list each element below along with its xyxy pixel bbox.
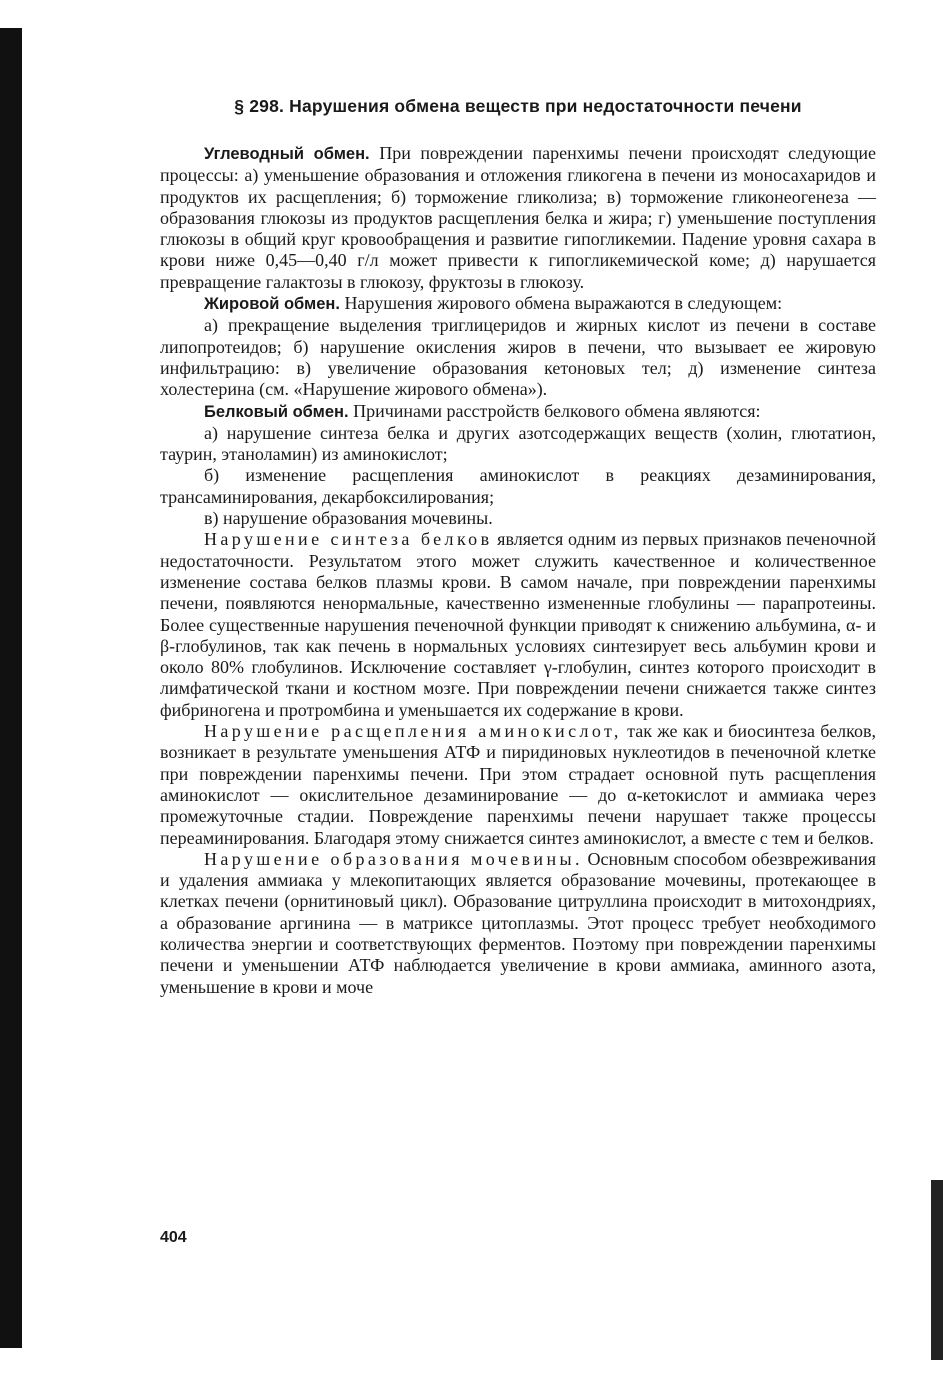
text-urea-formation: Основным способом обезвреживания и удаления аммиака у млекопитающих является образование мочевины, протекающее в клетках печени (орнитиновый цикл). Образование цитруллина происходит в митохондриях, а образование аргинина — в матриксе цитоплазмы. Этот процесс требует необходимого количества энергии и соответствующих ферментов. Поэтому при повреждении паренхимы печени и уменьшении АТФ наблюдается увеличение в крови аммиака, аминного азота, уменьшение в крови и моче <box>160 848 876 997</box>
paragraph-protein <box>160 401 876 423</box>
paragraph-carbohydrate <box>160 143 876 293</box>
text-fat: Нарушения жирового обмена выражаются в следующем: <box>339 293 783 314</box>
lead-fat: Жировой обмен. <box>204 295 340 314</box>
page-body <box>160 96 876 998</box>
section-heading: § 298. Нарушения обмена веществ при недостаточности печени <box>234 96 802 116</box>
paragraph-protein-synthesis <box>160 529 876 721</box>
text-protein: Причинами расстройств белкового обмена являются: <box>348 400 761 421</box>
list-item-protein-b: б) изменение расщепления аминокислот в реакциях дезаминирования, трансаминирования, декарбоксилирования; <box>160 465 876 507</box>
lead-carbohydrate: Углеводный обмен. <box>204 145 370 163</box>
text-carbohydrate: При повреждении паренхимы печени происходят следующие процессы: а) уменьшение образования и отложения гликогена в печени из моносахаридов и продуктов их расщепления; б) торможение гликолиза; в) торможение гликонеогенеза — образования глюкозы из продуктов расщепления белка и жира; г) уменьшение поступления глюкозы в общий круг кровообращения и развитие гипогликемии. Падение уровня сахара в крови ниже 0,45—0,40 г/л может привести к гипогликемической коме; д) нарушается превращение галактозы в глюкозу, фруктозы в глюкозу. <box>160 143 876 292</box>
page-number: 404 <box>160 1229 187 1246</box>
paragraph-urea-formation <box>160 849 876 998</box>
text-amino-acid-breakdown: так же как и биосинтеза белков, возникает в результате уменьшения АТФ и пиридиновых нуклеотидов в печеночной клетке при повреждении паренхимы печени. При этом страдает основной путь расщепления аминокислот — окислительное дезаминирование — до α-кетокислот и аммиака через промежуточные стадии. Повреждение паренхимы печени нарушает также процессы переаминирования. Благодаря этому снижается синтез аминокислот, а вместе с тем и белков. <box>160 721 876 848</box>
paragraph-fat <box>160 293 876 315</box>
text-protein-synthesis: является одним из первых признаков печеночной недостаточности. Результатом этого может служить качественное и количественное изменение состава белков плазмы крови. В самом начале, при повреждении паренхимы печени, появляются ненормальные, качественно измененные глобулины — парапротеины. Более существенные нарушения печеночной функции приводят к снижению альбумина, α- и β-глобулинов, так как печень в нормальных условиях синтезирует весь альбумин крови и около 80% глобулинов. Исключение составляет γ-глобулин, синтез которого происходит в лимфатической ткани и костном мозге. При повреждении печени снижается также синтез фибриногена и протромбина и уменьшается их содержание в крови. <box>160 529 877 720</box>
lead-protein: Белковый обмен. <box>204 402 349 421</box>
scan-edge-right <box>931 1180 943 1360</box>
list-item-protein-c: в) нарушение образования мочевины. <box>204 508 493 529</box>
scan-edge-left <box>0 28 22 1348</box>
list-item-fat: а) прекращение выделения триглицеридов и жирных кислот из печени в составе липопротеидов; б) нарушение окисления жиров в печени, что вызывает ее жировую инфильтрацию: в) увеличение образования кетоновых тел; д) изменение синтеза холестерина (см. «Нарушение жирового обмена»). <box>160 315 876 400</box>
lead-urea-formation: Нарушение образования мочевины. <box>204 848 583 869</box>
lead-amino-acid-breakdown: Нарушение расщепления аминокислот, <box>204 721 622 742</box>
list-item-protein-a: а) нарушение синтеза белка и других азотсодержащих веществ (холин, глютатион, таурин, этаноламин) из аминокислот; <box>160 422 876 465</box>
lead-protein-synthesis: Нарушение синтеза белков <box>204 529 493 550</box>
body-text <box>160 143 876 998</box>
paragraph-amino-acid-breakdown <box>160 721 876 849</box>
